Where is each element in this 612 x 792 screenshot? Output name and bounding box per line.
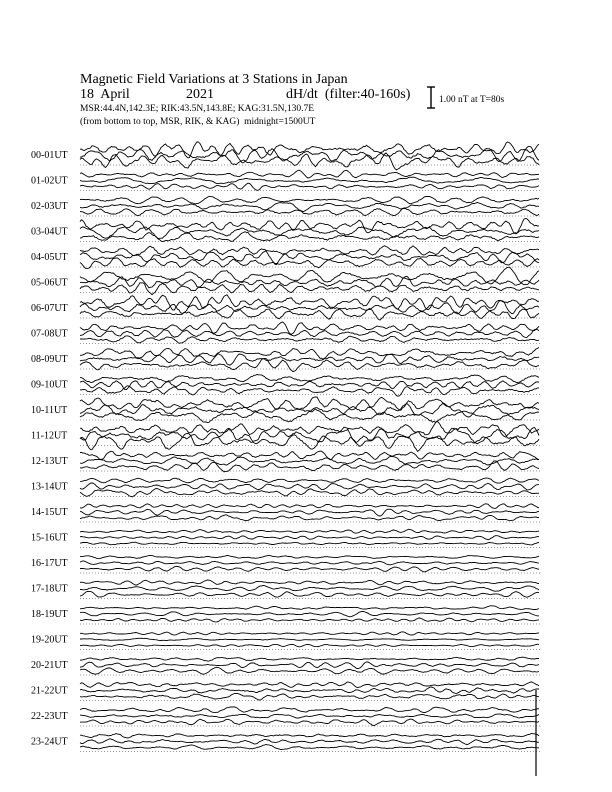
- trace-rik-21-22ut: [80, 687, 539, 693]
- trace-msr-20-21ut: [80, 667, 539, 674]
- hour-row-label: 17-18UT: [31, 583, 68, 595]
- hour-row-label: 08-09UT: [31, 354, 68, 365]
- hour-row-label: 01-02UT: [31, 175, 68, 187]
- trace-rik-23-24ut: [80, 739, 539, 745]
- trace-rik-17-18ut: [80, 586, 539, 592]
- trace-kag-01-02ut: [80, 170, 539, 178]
- trace-msr-22-23ut: [80, 719, 539, 726]
- trace-rik-15-16ut: [80, 536, 539, 540]
- trace-rik-09-10ut: [80, 381, 539, 390]
- hour-row-label: 02-03UT: [31, 201, 68, 212]
- trace-msr-08-09ut: [80, 358, 539, 371]
- hour-row-label: 13-14UT: [31, 481, 68, 493]
- hour-row-label: 19-20UT: [31, 634, 68, 646]
- hour-row-label: 23-24UT: [31, 736, 68, 748]
- trace-kag-02-03ut: [80, 196, 539, 204]
- trace-msr-05-06ut: [80, 283, 539, 295]
- hour-row-label: 12-13UT: [31, 456, 68, 467]
- trace-msr-06-07ut: [80, 309, 539, 320]
- trace-msr-07-08ut: [80, 336, 539, 343]
- trace-msr-17-18ut: [80, 591, 539, 597]
- station-order-note: (from bottom to top, MSR, RIK, & KAG) midnight=1500UT: [80, 117, 316, 127]
- trace-rik-12-13ut: [80, 457, 539, 466]
- trace-rik-04-05ut: [80, 251, 539, 265]
- hour-row-label: 06-07UT: [31, 303, 68, 314]
- trace-rik-08-09ut: [80, 354, 539, 366]
- trace-msr-12-13ut: [80, 461, 539, 472]
- trace-kag-08-09ut: [80, 348, 539, 360]
- trace-msr-21-22ut: [80, 693, 539, 700]
- date-label: 18 April: [80, 87, 130, 102]
- scale-bar: [427, 87, 435, 108]
- hour-row-label: 11-12UT: [31, 430, 68, 442]
- hour-row-label: 18-19UT: [31, 609, 68, 620]
- trace-msr-13-14ut: [80, 489, 539, 497]
- trace-rik-16-17ut: [80, 561, 539, 565]
- trace-msr-23-24ut: [80, 745, 539, 750]
- hour-row-label: 21-22UT: [31, 685, 68, 697]
- trace-kag-16-17ut: [80, 555, 539, 558]
- hour-row-label: 15-16UT: [31, 532, 68, 544]
- trace-kag-12-13ut: [80, 451, 539, 460]
- trace-kag-18-19ut: [80, 606, 539, 610]
- hour-row-label: 00-01UT: [31, 150, 68, 161]
- trace-kag-13-14ut: [80, 478, 539, 483]
- trace-kag-19-20ut: [80, 632, 539, 635]
- trace-msr-11-12ut: [80, 433, 539, 451]
- trace-rik-22-23ut: [80, 714, 539, 718]
- trace-msr-18-19ut: [80, 618, 539, 622]
- station-coordinates: MSR:44.4N,142.3E; RIK:43.5N,143.8E; KAG:31.5N,130.7E: [80, 104, 315, 114]
- trace-msr-16-17ut: [80, 566, 539, 572]
- trace-kag-21-22ut: [80, 682, 539, 688]
- trace-rik-18-19ut: [80, 611, 539, 616]
- trace-msr-01-02ut: [80, 183, 539, 190]
- hour-row-label: 09-10UT: [31, 379, 68, 391]
- trace-msr-19-20ut: [80, 644, 539, 647]
- trace-rik-07-08ut: [80, 329, 539, 337]
- trace-kag-15-16ut: [80, 529, 539, 533]
- hour-row-label: 20-21UT: [31, 660, 68, 671]
- hour-row-label: 05-06UT: [31, 277, 68, 289]
- trace-msr-03-04ut: [80, 232, 539, 242]
- scale-bar-label: 1.00 nT at T=80s: [439, 95, 505, 105]
- trace-kag-17-18ut: [80, 580, 539, 585]
- trace-rik-19-20ut: [80, 638, 539, 640]
- hour-row-label: 14-15UT: [31, 507, 68, 518]
- trace-rik-05-06ut: [80, 276, 539, 287]
- trace-msr-14-15ut: [80, 515, 539, 521]
- hour-row-label: 16-17UT: [31, 558, 68, 569]
- trace-kag-23-24ut: [80, 734, 539, 739]
- trace-msr-02-03ut: [80, 208, 539, 215]
- hour-row-label: 22-23UT: [31, 711, 68, 722]
- trace-kag-11-12ut: [80, 421, 539, 437]
- trace-kag-20-21ut: [80, 657, 539, 661]
- trace-kag-06-07ut: [80, 295, 539, 310]
- hour-row-label: 07-08UT: [31, 328, 68, 340]
- hour-row-label: 04-05UT: [31, 252, 68, 263]
- chart-title: Magnetic Field Variations at 3 Stations in Japan: [80, 72, 348, 87]
- trace-kag-22-23ut: [80, 707, 539, 713]
- trace-kag-05-06ut: [80, 267, 539, 285]
- quantity-label: dH/dt (filter:40-160s): [286, 87, 411, 102]
- year-label: 2021: [186, 87, 214, 102]
- trace-rik-14-15ut: [80, 509, 539, 516]
- hour-row-label: 10-11UT: [31, 405, 68, 416]
- hour-row-label: 03-04UT: [31, 226, 68, 238]
- trace-msr-15-16ut: [80, 542, 539, 545]
- trace-kag-14-15ut: [80, 504, 539, 509]
- trace-rik-20-21ut: [80, 662, 539, 669]
